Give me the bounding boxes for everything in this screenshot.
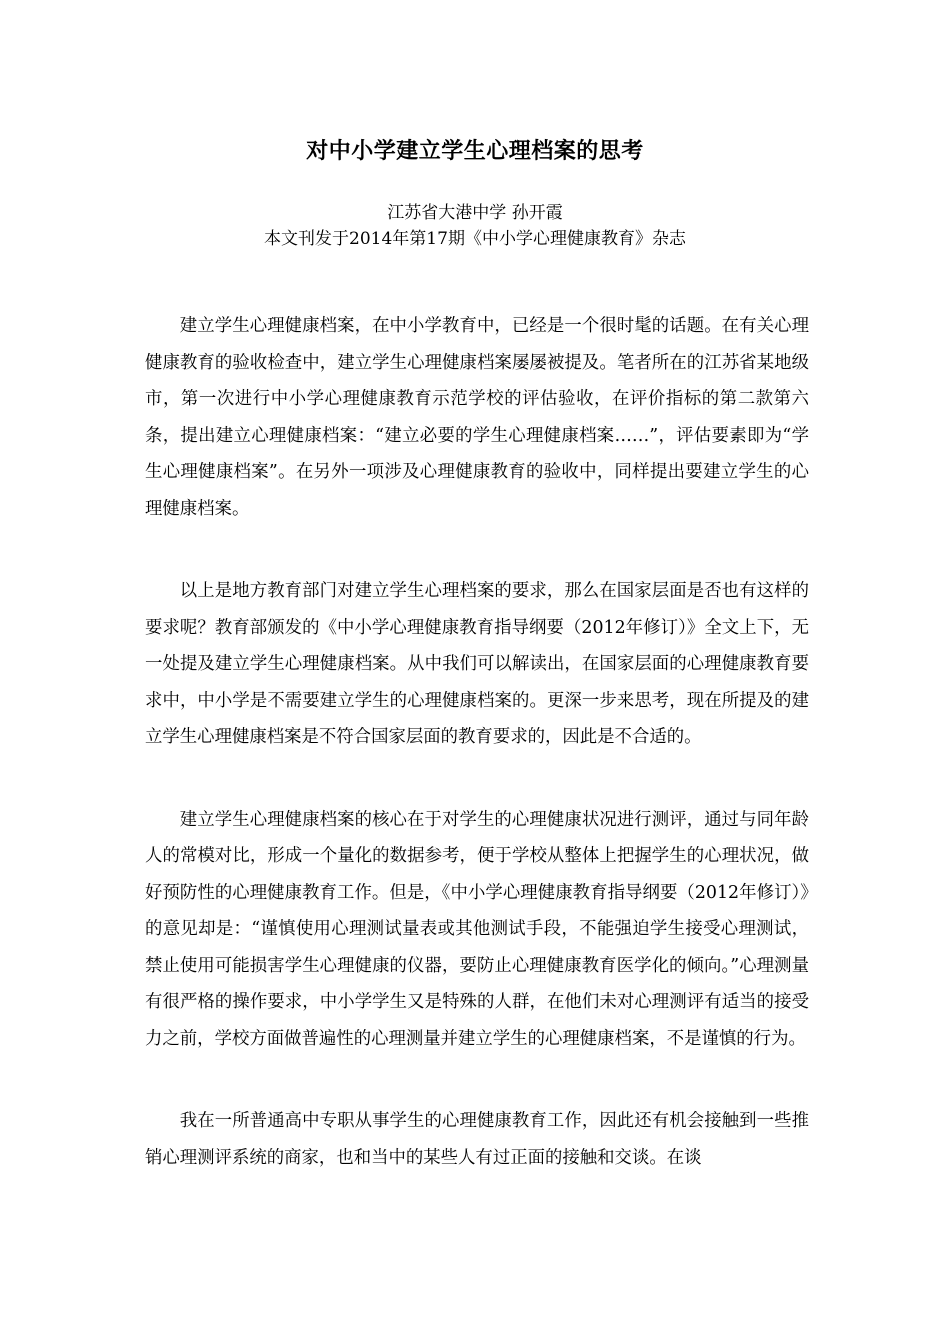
- paragraph-1: 建立学生心理健康档案，在中小学教育中，已经是一个很时髦的话题。在有关心理健康教育的验收检查中，建立学生心理健康档案屡屡被提及。笔者所在的江苏省某地级市，第一次进行中小学心理健康教育示范学校的评估验收，在评价指标的第二款第六条，提出建立心理健康档案：“建立必要的学生心理健康档案……”，评估要素即为“学生心理健康档案”。在另外一项涉及心理健康教育的验收中，同样提出要建立学生的心理健康档案。: [145, 316, 809, 519]
- document-title: 对中小学建立学生心理档案的思考: [306, 138, 644, 164]
- author-line: 江苏省大港中学 孙开霞: [387, 203, 563, 223]
- paragraph-4: 我在一所普通高中专职从事学生的心理健康教育工作，因此还有机会接触到一些推销心理测评系统的商家，也和当中的某些人有过正面的接触和交谈。在谈: [145, 1111, 809, 1168]
- document-body: [145, 308, 809, 1222]
- paragraph-2: 以上是地方教育部门对建立学生心理档案的要求，那么在国家层面是否也有这样的要求呢？教育部颁发的《中小学心理健康教育指导纲要（2012年修订）》全文上下，无一处提及建立学生心理健康档案。从中我们可以解读出，在国家层面的心理健康教育要求中，中小学是不需要建立学生的心理健康档案的。更深一步来思考，现在所提及的建立学生心理健康档案是不符合国家层面的教育要求的，因此是不合适的。: [145, 581, 809, 747]
- source-line: 本文刊发于2014年第17期《中小学心理健康教育》杂志: [264, 229, 686, 249]
- paragraph-3: 建立学生心理健康档案的核心在于对学生的心理健康状况进行测评，通过与同年龄人的常模对比，形成一个量化的数据参考，便于学校从整体上把握学生的心理状况，做好预防性的心理健康教育工作。但是，《中小学心理健康教育指导纲要（2012年修订）》的意见却是：“谨慎使用心理测试量表或其他测试手段，不能强迫学生接受心理测试，禁止使用可能损害学生心理健康的仪器，要防止心理健康教育医学化的倾向。”心理测量有很严格的操作要求，中小学学生又是特殊的人群，在他们未对心理测评有适当的接受力之前，学校方面做普遍性的心理测量并建立学生的心理健康档案，不是谨慎的行为。: [145, 809, 809, 1049]
